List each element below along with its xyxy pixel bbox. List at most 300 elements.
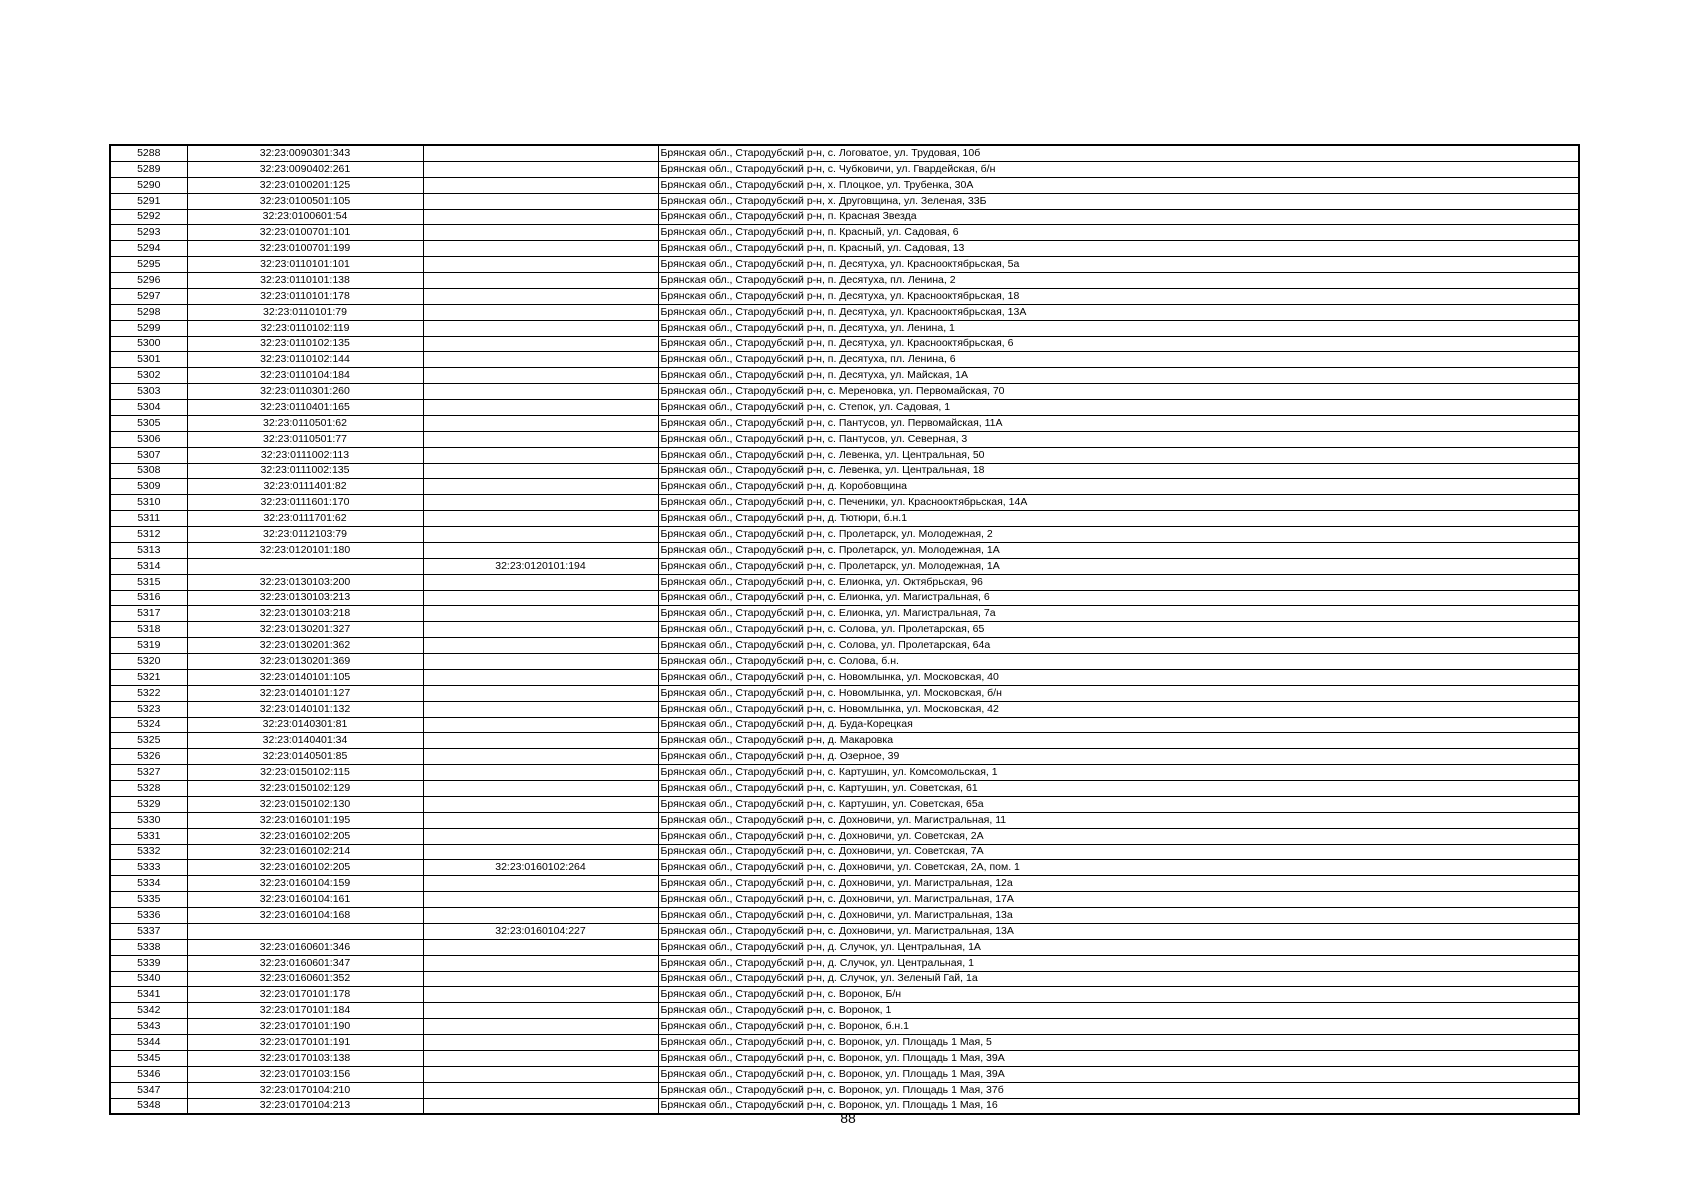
address-cell: Брянская обл., Стародубский р-н, д. Макаровка — [658, 733, 1579, 749]
table-row — [110, 987, 1579, 1003]
table-row — [110, 717, 1579, 733]
cadastral-number-cell: 32:23:0170103:156 — [187, 1066, 423, 1082]
secondary-cadastral-number-cell — [423, 908, 658, 924]
row-number-cell: 5344 — [110, 1035, 187, 1051]
table-row — [110, 415, 1579, 431]
row-number-cell: 5331 — [110, 828, 187, 844]
address-cell: Брянская обл., Стародубский р-н, п. Десятуха, ул. Краснооктябрьская, 13А — [658, 304, 1579, 320]
secondary-cadastral-number-cell — [423, 431, 658, 447]
cadastral-number-cell: 32:23:0130201:327 — [187, 622, 423, 638]
secondary-cadastral-number-cell — [423, 145, 658, 161]
row-number-cell: 5342 — [110, 1003, 187, 1019]
row-number-cell: 5290 — [110, 177, 187, 193]
row-number-cell: 5313 — [110, 542, 187, 558]
cadastral-number-cell: 32:23:0100501:105 — [187, 193, 423, 209]
row-number-cell: 5318 — [110, 622, 187, 638]
row-number-cell: 5326 — [110, 749, 187, 765]
secondary-cadastral-number-cell — [423, 384, 658, 400]
address-cell: Брянская обл., Стародубский р-н, с. Картушин, ул. Комсомольская, 1 — [658, 765, 1579, 781]
table-row — [110, 892, 1579, 908]
page-number: 88 — [840, 1110, 856, 1126]
cadastral-number-cell: 32:23:0111002:113 — [187, 447, 423, 463]
cadastral-number-cell: 32:23:0140401:34 — [187, 733, 423, 749]
secondary-cadastral-number-cell — [423, 288, 658, 304]
table-row — [110, 796, 1579, 812]
address-cell: Брянская обл., Стародубский р-н, с. Пролетарск, ул. Молодежная, 1А — [658, 542, 1579, 558]
cadastral-number-cell: 32:23:0150102:115 — [187, 765, 423, 781]
table-row — [110, 1019, 1579, 1035]
secondary-cadastral-number-cell — [423, 1050, 658, 1066]
row-number-cell: 5346 — [110, 1066, 187, 1082]
address-cell: Брянская обл., Стародубский р-н, с. Логоватое, ул. Трудовая, 10б — [658, 145, 1579, 161]
address-cell: Брянская обл., Стародубский р-н, с. Солова, б.н. — [658, 654, 1579, 670]
secondary-cadastral-number-cell — [423, 400, 658, 416]
cadastral-number-cell: 32:23:0170101:178 — [187, 987, 423, 1003]
secondary-cadastral-number-cell — [423, 574, 658, 590]
table-row — [110, 463, 1579, 479]
address-cell: Брянская обл., Стародубский р-н, с. Новомлынка, ул. Московская, 42 — [658, 701, 1579, 717]
table-row — [110, 542, 1579, 558]
row-number-cell: 5317 — [110, 606, 187, 622]
address-cell: Брянская обл., Стародубский р-н, с. Степок, ул. Садовая, 1 — [658, 400, 1579, 416]
row-number-cell: 5302 — [110, 368, 187, 384]
table-row — [110, 1003, 1579, 1019]
secondary-cadastral-number-cell — [423, 368, 658, 384]
row-number-cell: 5334 — [110, 876, 187, 892]
address-cell: Брянская обл., Стародубский р-н, п. Красный, ул. Садовая, 6 — [658, 225, 1579, 241]
cadastral-number-cell: 32:23:0170101:184 — [187, 1003, 423, 1019]
cadastral-number-cell: 32:23:0140101:132 — [187, 701, 423, 717]
table-row — [110, 701, 1579, 717]
row-number-cell: 5328 — [110, 781, 187, 797]
cadastral-number-cell: 32:23:0100601:54 — [187, 209, 423, 225]
table-row — [110, 352, 1579, 368]
cadastral-number-cell: 32:23:0160102:205 — [187, 828, 423, 844]
secondary-cadastral-number-cell — [423, 876, 658, 892]
cadastral-number-cell: 32:23:0110101:101 — [187, 257, 423, 273]
secondary-cadastral-number-cell — [423, 939, 658, 955]
secondary-cadastral-number-cell — [423, 987, 658, 1003]
address-cell: Брянская обл., Стародубский р-н, с. Мереновка, ул. Первомайская, 70 — [658, 384, 1579, 400]
row-number-cell: 5299 — [110, 320, 187, 336]
cadastral-number-cell: 32:23:0170103:138 — [187, 1050, 423, 1066]
row-number-cell: 5333 — [110, 860, 187, 876]
secondary-cadastral-number-cell — [423, 590, 658, 606]
address-cell: Брянская обл., Стародубский р-н, п. Красная Звезда — [658, 209, 1579, 225]
address-cell: Брянская обл., Стародубский р-н, с. Елионка, ул. Магистральная, 6 — [658, 590, 1579, 606]
table-row — [110, 590, 1579, 606]
table-row — [110, 1066, 1579, 1082]
address-cell: Брянская обл., Стародубский р-н, д. Случок, ул. Центральная, 1 — [658, 955, 1579, 971]
address-cell: Брянская обл., Стародубский р-н, п. Десятуха, ул. Ленина, 1 — [658, 320, 1579, 336]
secondary-cadastral-number-cell — [423, 1082, 658, 1098]
address-cell: Брянская обл., Стародубский р-н, д. Случок, ул. Центральная, 1А — [658, 939, 1579, 955]
secondary-cadastral-number-cell — [423, 669, 658, 685]
cadastral-number-cell: 32:23:0160102:214 — [187, 844, 423, 860]
cadastral-number-cell: 32:23:0130103:218 — [187, 606, 423, 622]
row-number-cell: 5337 — [110, 923, 187, 939]
cadastral-number-cell: 32:23:0130201:369 — [187, 654, 423, 670]
row-number-cell: 5340 — [110, 971, 187, 987]
table-row — [110, 574, 1579, 590]
address-cell: Брянская обл., Стародубский р-н, с. Пролетарск, ул. Молодежная, 2 — [658, 527, 1579, 543]
cadastral-number-cell: 32:23:0140101:127 — [187, 685, 423, 701]
cadastral-number-cell: 32:23:0130103:213 — [187, 590, 423, 606]
table-row — [110, 241, 1579, 257]
cadastral-number-cell: 32:23:0150102:129 — [187, 781, 423, 797]
table-row — [110, 273, 1579, 289]
table-row — [110, 527, 1579, 543]
secondary-cadastral-number-cell — [423, 447, 658, 463]
secondary-cadastral-number-cell — [423, 336, 658, 352]
table-row — [110, 193, 1579, 209]
cadastral-number-cell: 32:23:0160601:346 — [187, 939, 423, 955]
address-cell: Брянская обл., Стародубский р-н, с. Дохновичи, ул. Магистральная, 13а — [658, 908, 1579, 924]
table-row — [110, 939, 1579, 955]
secondary-cadastral-number-cell — [423, 527, 658, 543]
secondary-cadastral-number-cell — [423, 971, 658, 987]
row-number-cell: 5304 — [110, 400, 187, 416]
row-number-cell: 5324 — [110, 717, 187, 733]
row-number-cell: 5303 — [110, 384, 187, 400]
secondary-cadastral-number-cell — [423, 781, 658, 797]
address-cell: Брянская обл., Стародубский р-н, д. Коробовщина — [658, 479, 1579, 495]
address-cell: Брянская обл., Стародубский р-н, п. Десятуха, ул. Краснооктябрьская, 18 — [658, 288, 1579, 304]
secondary-cadastral-number-cell — [423, 320, 658, 336]
row-number-cell: 5312 — [110, 527, 187, 543]
row-number-cell: 5311 — [110, 511, 187, 527]
secondary-cadastral-number-cell — [423, 415, 658, 431]
secondary-cadastral-number-cell — [423, 1003, 658, 1019]
table-row — [110, 1082, 1579, 1098]
secondary-cadastral-number-cell — [423, 463, 658, 479]
row-number-cell: 5347 — [110, 1082, 187, 1098]
row-number-cell: 5339 — [110, 955, 187, 971]
address-cell: Брянская обл., Стародубский р-н, д. Буда-Корецкая — [658, 717, 1579, 733]
row-number-cell: 5348 — [110, 1098, 187, 1114]
cadastral-number-cell: 32:23:0160102:205 — [187, 860, 423, 876]
table-row — [110, 876, 1579, 892]
table-row — [110, 145, 1579, 161]
cadastral-number-cell: 32:23:0111002:135 — [187, 463, 423, 479]
property-table — [109, 144, 1580, 1115]
row-number-cell: 5323 — [110, 701, 187, 717]
secondary-cadastral-number-cell — [423, 479, 658, 495]
cadastral-number-cell: 32:23:0160104:168 — [187, 908, 423, 924]
table-row — [110, 812, 1579, 828]
secondary-cadastral-number-cell: 32:23:0120101:194 — [423, 558, 658, 574]
cadastral-number-cell: 32:23:0110101:178 — [187, 288, 423, 304]
cadastral-number-cell: 32:23:0170104:213 — [187, 1098, 423, 1114]
cadastral-number-cell: 32:23:0120101:180 — [187, 542, 423, 558]
address-cell: Брянская обл., Стародубский р-н, с. Воронок, ул. Площадь 1 Мая, 16 — [658, 1098, 1579, 1114]
table-row — [110, 844, 1579, 860]
address-cell: Брянская обл., Стародубский р-н, с. Левенка, ул. Центральная, 18 — [658, 463, 1579, 479]
cadastral-number-cell: 32:23:0090301:343 — [187, 145, 423, 161]
table-row — [110, 177, 1579, 193]
cadastral-number-cell: 32:23:0110102:135 — [187, 336, 423, 352]
row-number-cell: 5316 — [110, 590, 187, 606]
table-row — [110, 908, 1579, 924]
table-row — [110, 971, 1579, 987]
table-row — [110, 923, 1579, 939]
table-row — [110, 638, 1579, 654]
row-number-cell: 5300 — [110, 336, 187, 352]
address-cell: Брянская обл., Стародубский р-н, с. Чубковичи, ул. Гвардейская, б/н — [658, 161, 1579, 177]
address-cell: Брянская обл., Стародубский р-н, с. Дохновичи, ул. Советская, 2А, пом. 1 — [658, 860, 1579, 876]
table-row — [110, 257, 1579, 273]
row-number-cell: 5306 — [110, 431, 187, 447]
table-body — [110, 145, 1579, 1114]
address-cell: Брянская обл., Стародубский р-н, с. Дохновичи, ул. Магистральная, 11 — [658, 812, 1579, 828]
address-cell: Брянская обл., Стародубский р-н, с. Дохновичи, ул. Магистральная, 17А — [658, 892, 1579, 908]
table-row — [110, 400, 1579, 416]
table-row — [110, 622, 1579, 638]
row-number-cell: 5295 — [110, 257, 187, 273]
row-number-cell: 5332 — [110, 844, 187, 860]
cadastral-number-cell: 32:23:0140301:81 — [187, 717, 423, 733]
address-cell: Брянская обл., Стародубский р-н, с. Воронок, 1 — [658, 1003, 1579, 1019]
table-row — [110, 304, 1579, 320]
address-cell: Брянская обл., Стародубский р-н, с. Воронок, ул. Площадь 1 Мая, 39А — [658, 1066, 1579, 1082]
cadastral-number-cell: 32:23:0140501:85 — [187, 749, 423, 765]
cadastral-number-cell: 32:23:0110101:138 — [187, 273, 423, 289]
table-row — [110, 288, 1579, 304]
table-row — [110, 955, 1579, 971]
address-cell: Брянская обл., Стародубский р-н, с. Елионка, ул. Октябрьская, 96 — [658, 574, 1579, 590]
secondary-cadastral-number-cell — [423, 955, 658, 971]
secondary-cadastral-number-cell — [423, 161, 658, 177]
address-cell: Брянская обл., Стародубский р-н, д. Случок, ул. Зеленый Гай, 1а — [658, 971, 1579, 987]
secondary-cadastral-number-cell — [423, 892, 658, 908]
secondary-cadastral-number-cell — [423, 749, 658, 765]
address-cell: Брянская обл., Стародубский р-н, с. Пантусов, ул. Северная, 3 — [658, 431, 1579, 447]
address-cell: Брянская обл., Стародубский р-н, с. Новомлынка, ул. Московская, б/н — [658, 685, 1579, 701]
cadastral-number-cell: 32:23:0110101:79 — [187, 304, 423, 320]
row-number-cell: 5329 — [110, 796, 187, 812]
secondary-cadastral-number-cell — [423, 257, 658, 273]
secondary-cadastral-number-cell: 32:23:0160102:264 — [423, 860, 658, 876]
table-row — [110, 685, 1579, 701]
secondary-cadastral-number-cell — [423, 177, 658, 193]
table-row — [110, 733, 1579, 749]
row-number-cell: 5321 — [110, 669, 187, 685]
secondary-cadastral-number-cell — [423, 542, 658, 558]
cadastral-number-cell: 32:23:0090402:261 — [187, 161, 423, 177]
row-number-cell: 5345 — [110, 1050, 187, 1066]
address-cell: Брянская обл., Стародубский р-н, с. Дохновичи, ул. Магистральная, 13А — [658, 923, 1579, 939]
cadastral-number-cell: 32:23:0112103:79 — [187, 527, 423, 543]
address-cell: Брянская обл., Стародубский р-н, п. Десятуха, пл. Ленина, 6 — [658, 352, 1579, 368]
table-row — [110, 558, 1579, 574]
cadastral-number-cell: 32:23:0100201:125 — [187, 177, 423, 193]
row-number-cell: 5296 — [110, 273, 187, 289]
secondary-cadastral-number-cell — [423, 844, 658, 860]
row-number-cell: 5297 — [110, 288, 187, 304]
cadastral-number-cell: 32:23:0110301:260 — [187, 384, 423, 400]
table-row — [110, 225, 1579, 241]
row-number-cell: 5289 — [110, 161, 187, 177]
table-row — [110, 1050, 1579, 1066]
table-row — [110, 384, 1579, 400]
secondary-cadastral-number-cell — [423, 812, 658, 828]
table-row — [110, 209, 1579, 225]
secondary-cadastral-number-cell — [423, 304, 658, 320]
address-cell: Брянская обл., Стародубский р-н, с. Дохновичи, ул. Советская, 2А — [658, 828, 1579, 844]
secondary-cadastral-number-cell — [423, 193, 658, 209]
cadastral-number-cell: 32:23:0111601:170 — [187, 495, 423, 511]
row-number-cell: 5308 — [110, 463, 187, 479]
address-cell: Брянская обл., Стародубский р-н, с. Пантусов, ул. Первомайская, 11А — [658, 415, 1579, 431]
row-number-cell: 5301 — [110, 352, 187, 368]
table-row — [110, 447, 1579, 463]
secondary-cadastral-number-cell — [423, 273, 658, 289]
address-cell: Брянская обл., Стародубский р-н, с. Елионка, ул. Магистральная, 7а — [658, 606, 1579, 622]
secondary-cadastral-number-cell — [423, 796, 658, 812]
cadastral-number-cell: 32:23:0130201:362 — [187, 638, 423, 654]
secondary-cadastral-number-cell — [423, 352, 658, 368]
row-number-cell: 5292 — [110, 209, 187, 225]
row-number-cell: 5336 — [110, 908, 187, 924]
address-cell: Брянская обл., Стародубский р-н, с. Воронок, ул. Площадь 1 Мая, 39А — [658, 1050, 1579, 1066]
secondary-cadastral-number-cell — [423, 225, 658, 241]
address-cell: Брянская обл., Стародубский р-н, с. Пролетарск, ул. Молодежная, 1А — [658, 558, 1579, 574]
cadastral-number-cell — [187, 923, 423, 939]
row-number-cell: 5315 — [110, 574, 187, 590]
cadastral-number-cell: 32:23:0110102:119 — [187, 320, 423, 336]
cadastral-number-cell: 32:23:0110401:165 — [187, 400, 423, 416]
table-row — [110, 368, 1579, 384]
cadastral-number-cell: 32:23:0160104:161 — [187, 892, 423, 908]
cadastral-number-cell: 32:23:0100701:199 — [187, 241, 423, 257]
secondary-cadastral-number-cell — [423, 654, 658, 670]
table-row — [110, 654, 1579, 670]
cadastral-number-cell: 32:23:0160601:347 — [187, 955, 423, 971]
cadastral-number-cell: 32:23:0100701:101 — [187, 225, 423, 241]
address-cell: Брянская обл., Стародубский р-н, д. Тютюри, б.н.1 — [658, 511, 1579, 527]
secondary-cadastral-number-cell — [423, 1066, 658, 1082]
secondary-cadastral-number-cell — [423, 606, 658, 622]
secondary-cadastral-number-cell — [423, 638, 658, 654]
address-cell: Брянская обл., Стародубский р-н, х. Плоцкое, ул. Трубенка, 30А — [658, 177, 1579, 193]
row-number-cell: 5325 — [110, 733, 187, 749]
secondary-cadastral-number-cell — [423, 495, 658, 511]
cadastral-number-cell: 32:23:0110501:77 — [187, 431, 423, 447]
address-cell: Брянская обл., Стародубский р-н, п. Десятуха, пл. Ленина, 2 — [658, 273, 1579, 289]
table-row — [110, 336, 1579, 352]
address-cell: Брянская обл., Стародубский р-н, с. Новомлынка, ул. Московская, 40 — [658, 669, 1579, 685]
address-cell: Брянская обл., Стародубский р-н, с. Картушин, ул. Советская, 61 — [658, 781, 1579, 797]
table-row — [110, 669, 1579, 685]
row-number-cell: 5322 — [110, 685, 187, 701]
table-row — [110, 161, 1579, 177]
secondary-cadastral-number-cell — [423, 241, 658, 257]
secondary-cadastral-number-cell — [423, 1019, 658, 1035]
address-cell: Брянская обл., Стародубский р-н, с. Левенка, ул. Центральная, 50 — [658, 447, 1579, 463]
address-cell: Брянская обл., Стародубский р-н, с. Картушин, ул. Советская, 65а — [658, 796, 1579, 812]
address-cell: Брянская обл., Стародубский р-н, с. Воронок, б.н.1 — [658, 1019, 1579, 1035]
table-row — [110, 828, 1579, 844]
address-cell: Брянская обл., Стародубский р-н, п. Десятуха, ул. Краснооктябрьская, 6 — [658, 336, 1579, 352]
row-number-cell: 5320 — [110, 654, 187, 670]
cadastral-number-cell: 32:23:0150102:130 — [187, 796, 423, 812]
address-cell: Брянская обл., Стародубский р-н, с. Воронок, ул. Площадь 1 Мая, 37б — [658, 1082, 1579, 1098]
row-number-cell: 5338 — [110, 939, 187, 955]
address-cell: Брянская обл., Стародубский р-н, д. Озерное, 39 — [658, 749, 1579, 765]
address-cell: Брянская обл., Стародубский р-н, с. Солова, ул. Пролетарская, 65 — [658, 622, 1579, 638]
secondary-cadastral-number-cell — [423, 733, 658, 749]
row-number-cell: 5291 — [110, 193, 187, 209]
table-row — [110, 749, 1579, 765]
secondary-cadastral-number-cell — [423, 717, 658, 733]
row-number-cell: 5298 — [110, 304, 187, 320]
cadastral-number-cell: 32:23:0111401:82 — [187, 479, 423, 495]
address-cell: Брянская обл., Стародубский р-н, с. Солова, ул. Пролетарская, 64а — [658, 638, 1579, 654]
secondary-cadastral-number-cell — [423, 685, 658, 701]
address-cell: Брянская обл., Стародубский р-н, х. Друговщина, ул. Зеленая, 33Б — [658, 193, 1579, 209]
row-number-cell: 5330 — [110, 812, 187, 828]
row-number-cell: 5343 — [110, 1019, 187, 1035]
secondary-cadastral-number-cell — [423, 765, 658, 781]
row-number-cell: 5310 — [110, 495, 187, 511]
table-row — [110, 431, 1579, 447]
secondary-cadastral-number-cell — [423, 1035, 658, 1051]
cadastral-number-cell: 32:23:0170101:190 — [187, 1019, 423, 1035]
cadastral-number-cell: 32:23:0111701:62 — [187, 511, 423, 527]
row-number-cell: 5341 — [110, 987, 187, 1003]
cadastral-number-cell: 32:23:0110102:144 — [187, 352, 423, 368]
table-row — [110, 860, 1579, 876]
address-cell: Брянская обл., Стародубский р-н, п. Десятуха, ул. Краснооктябрьская, 5а — [658, 257, 1579, 273]
row-number-cell: 5314 — [110, 558, 187, 574]
secondary-cadastral-number-cell — [423, 701, 658, 717]
cadastral-number-cell — [187, 558, 423, 574]
secondary-cadastral-number-cell — [423, 209, 658, 225]
address-cell: Брянская обл., Стародубский р-н, п. Красный, ул. Садовая, 13 — [658, 241, 1579, 257]
secondary-cadastral-number-cell: 32:23:0160104:227 — [423, 923, 658, 939]
table-row — [110, 479, 1579, 495]
table-row — [110, 606, 1579, 622]
address-cell: Брянская обл., Стародубский р-н, п. Десятуха, ул. Майская, 1А — [658, 368, 1579, 384]
address-cell: Брянская обл., Стародубский р-н, с. Дохновичи, ул. Советская, 7А — [658, 844, 1579, 860]
cadastral-number-cell: 32:23:0170104:210 — [187, 1082, 423, 1098]
row-number-cell: 5327 — [110, 765, 187, 781]
secondary-cadastral-number-cell — [423, 622, 658, 638]
row-number-cell: 5294 — [110, 241, 187, 257]
table-row — [110, 495, 1579, 511]
row-number-cell: 5288 — [110, 145, 187, 161]
table-row — [110, 511, 1579, 527]
cadastral-number-cell: 32:23:0160101:195 — [187, 812, 423, 828]
table-row — [110, 765, 1579, 781]
row-number-cell: 5305 — [110, 415, 187, 431]
table-row — [110, 320, 1579, 336]
row-number-cell: 5293 — [110, 225, 187, 241]
table-row — [110, 781, 1579, 797]
cadastral-number-cell: 32:23:0170101:191 — [187, 1035, 423, 1051]
row-number-cell: 5307 — [110, 447, 187, 463]
cadastral-number-cell: 32:23:0110104:184 — [187, 368, 423, 384]
cadastral-number-cell: 32:23:0160104:159 — [187, 876, 423, 892]
row-number-cell: 5335 — [110, 892, 187, 908]
address-cell: Брянская обл., Стародубский р-н, с. Воронок, Б/н — [658, 987, 1579, 1003]
address-cell: Брянская обл., Стародубский р-н, с. Печеники, ул. Краснооктябрьская, 14А — [658, 495, 1579, 511]
cadastral-number-cell: 32:23:0110501:62 — [187, 415, 423, 431]
table-row — [110, 1035, 1579, 1051]
cadastral-number-cell: 32:23:0160601:352 — [187, 971, 423, 987]
secondary-cadastral-number-cell — [423, 511, 658, 527]
cadastral-number-cell: 32:23:0130103:200 — [187, 574, 423, 590]
